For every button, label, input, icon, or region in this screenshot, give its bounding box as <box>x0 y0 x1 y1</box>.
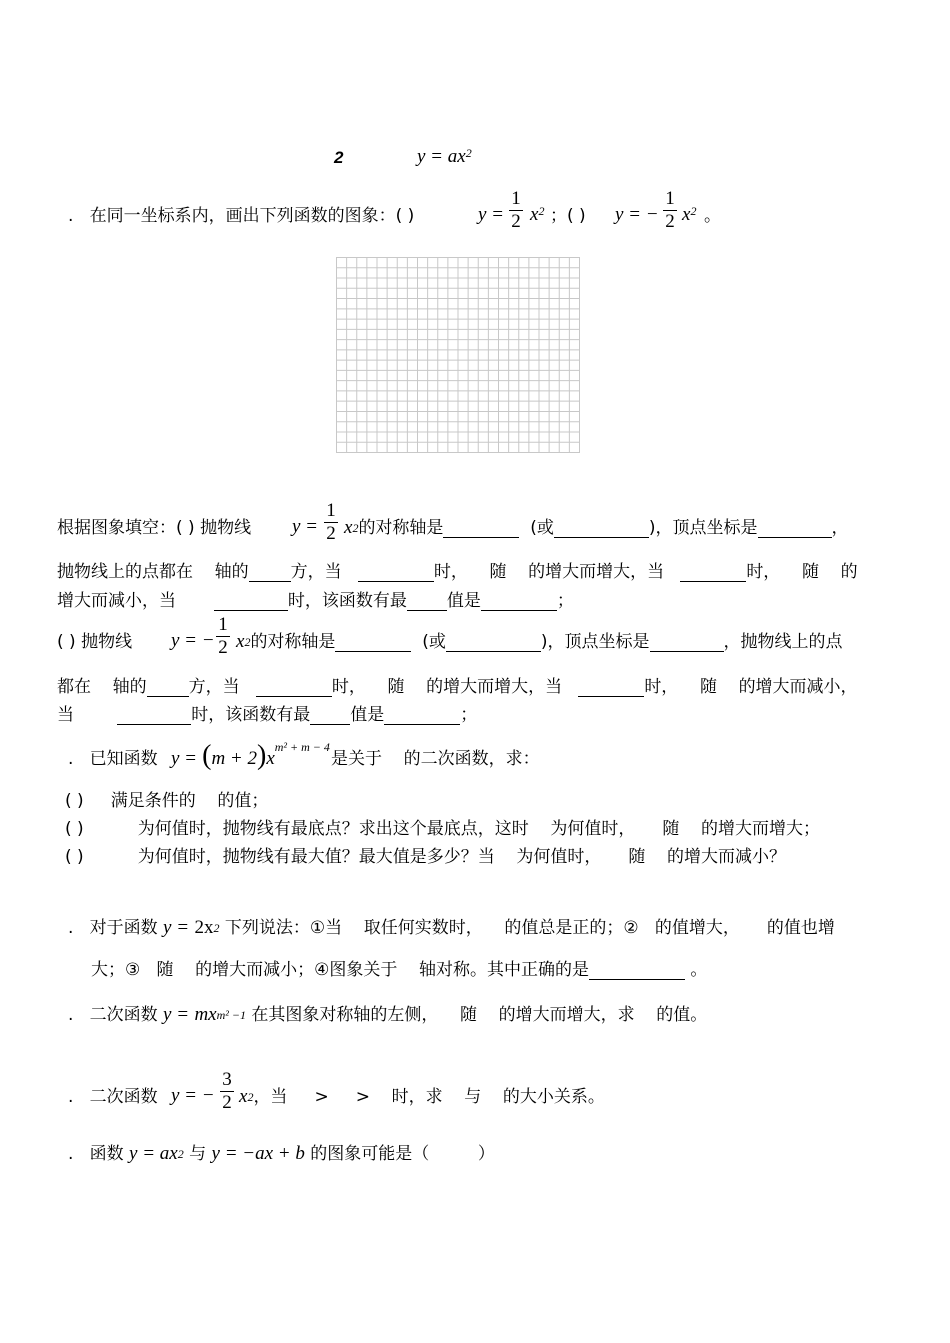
answer-blank[interactable] <box>117 708 191 725</box>
answer-blank[interactable] <box>249 565 291 582</box>
answer-blank[interactable] <box>384 708 460 725</box>
answer-blank[interactable] <box>358 565 434 582</box>
q2-text: . 已知函数 <box>68 749 158 769</box>
graph-grid <box>336 257 580 453</box>
fill-line-4b: $x^2$的对称轴是 (或 )，顶点坐标是 ，抛物线上的点 <box>236 631 843 652</box>
q1-end: 。 <box>704 206 721 226</box>
answer-blank[interactable] <box>335 635 411 652</box>
answer-blank[interactable] <box>650 635 724 652</box>
q5-formula: y = − <box>171 1085 215 1106</box>
answer-blank[interactable] <box>578 680 644 697</box>
fill-line-1b: $x^2$的对称轴是 (或 )，顶点坐标是 ， <box>344 517 849 538</box>
q3-line-1: . 对于函数 $y = 2x^2$ 下列说法：①当 取任何实数时， 的值总是正的；② 的值增大， 的值也增 <box>68 917 835 938</box>
q2-formula: $y = (m + 2)x^{m^2 + m - 4}$ <box>171 740 330 771</box>
fill-line-6: 当 时，该函数有最 值是 ； <box>57 705 478 725</box>
q1-formula-1: y = <box>478 204 505 225</box>
q6-text: . 函数 $y = ax^2$ 与 y = −ax + b 的图象可能是（ ） <box>68 1143 495 1164</box>
q2-sub-1: ( ) 满足条件的 的值； <box>65 791 269 811</box>
fill-line-1: 根据图象填空：( ) 抛物线 <box>57 518 252 538</box>
fill-line-5: 都在 轴的 方，当 时， 随 的增大而增大，当 时， 随 的增大而减小， <box>57 677 858 697</box>
fill-formula-1: y = <box>292 516 319 537</box>
q5-text-b: $x^2$，当 > > 时，求 与 的大小关系。 <box>239 1086 605 1107</box>
fill-line-2: 抛物线上的点都在 轴的 方，当 时， 随 的增大而增大，当 时， 随 的 <box>57 562 858 582</box>
q2-text-b: 是关于 的二次函数，求： <box>331 749 540 769</box>
answer-blank[interactable] <box>443 521 519 538</box>
answer-blank[interactable] <box>407 594 447 611</box>
q2-sub-2: ( ) 为何值时，抛物线有最底点？求出这个最底点，这时 为何值时， 随 的增大而增大； <box>65 819 820 839</box>
q1-sep: ；( ) <box>550 206 586 226</box>
q1-formula-1-tail: $x^2$ <box>530 204 545 225</box>
q2-sub-3: ( ) 为何值时，抛物线有最大值？最大值是多少？当 为何值时， 随 的增大而减小？ <box>65 847 786 867</box>
answer-blank[interactable] <box>446 635 541 652</box>
q1-fraction-1: 1 2 <box>509 189 523 232</box>
answer-blank[interactable] <box>310 708 350 725</box>
answer-blank[interactable] <box>147 680 189 697</box>
fill-fraction-1: 1 2 <box>324 501 338 544</box>
answer-blank[interactable] <box>481 594 557 611</box>
answer-blank[interactable] <box>214 594 288 611</box>
fill-fraction-2: 1 2 <box>216 615 230 658</box>
q5-text: . 二次函数 <box>68 1087 158 1107</box>
section-number: 2 <box>334 148 344 167</box>
q1-text: . 在同一坐标系内，画出下列函数的图象：( ) <box>68 206 415 226</box>
answer-blank[interactable] <box>589 963 685 980</box>
answer-blank[interactable] <box>554 521 649 538</box>
q1-formula-2-tail: $x^2$ <box>682 204 697 225</box>
fill-line-4: ( ) 抛物线 <box>57 632 133 652</box>
q5-fraction: 3 2 <box>220 1070 234 1113</box>
answer-blank[interactable] <box>758 521 832 538</box>
fill-line-3: 增大而减小，当 时，该函数有最 值是 ； <box>57 591 574 611</box>
answer-blank[interactable] <box>256 680 332 697</box>
q3-line-2: 大；③ 随 的增大而减小；④图象关于 轴对称。其中正确的是 。 <box>91 960 708 980</box>
q4-text: . 二次函数 $y = mx^{m^2 -1}$ 在其图象对称轴的左侧， 随 的增大而增大，求 的值。 <box>68 1004 708 1025</box>
section-title: $y = ax^2$ <box>417 146 472 167</box>
fill-formula-2: y = − <box>171 630 215 651</box>
q1-fraction-2: 1 2 <box>663 189 677 232</box>
q1-formula-2: y = − <box>615 204 659 225</box>
answer-blank[interactable] <box>680 565 746 582</box>
